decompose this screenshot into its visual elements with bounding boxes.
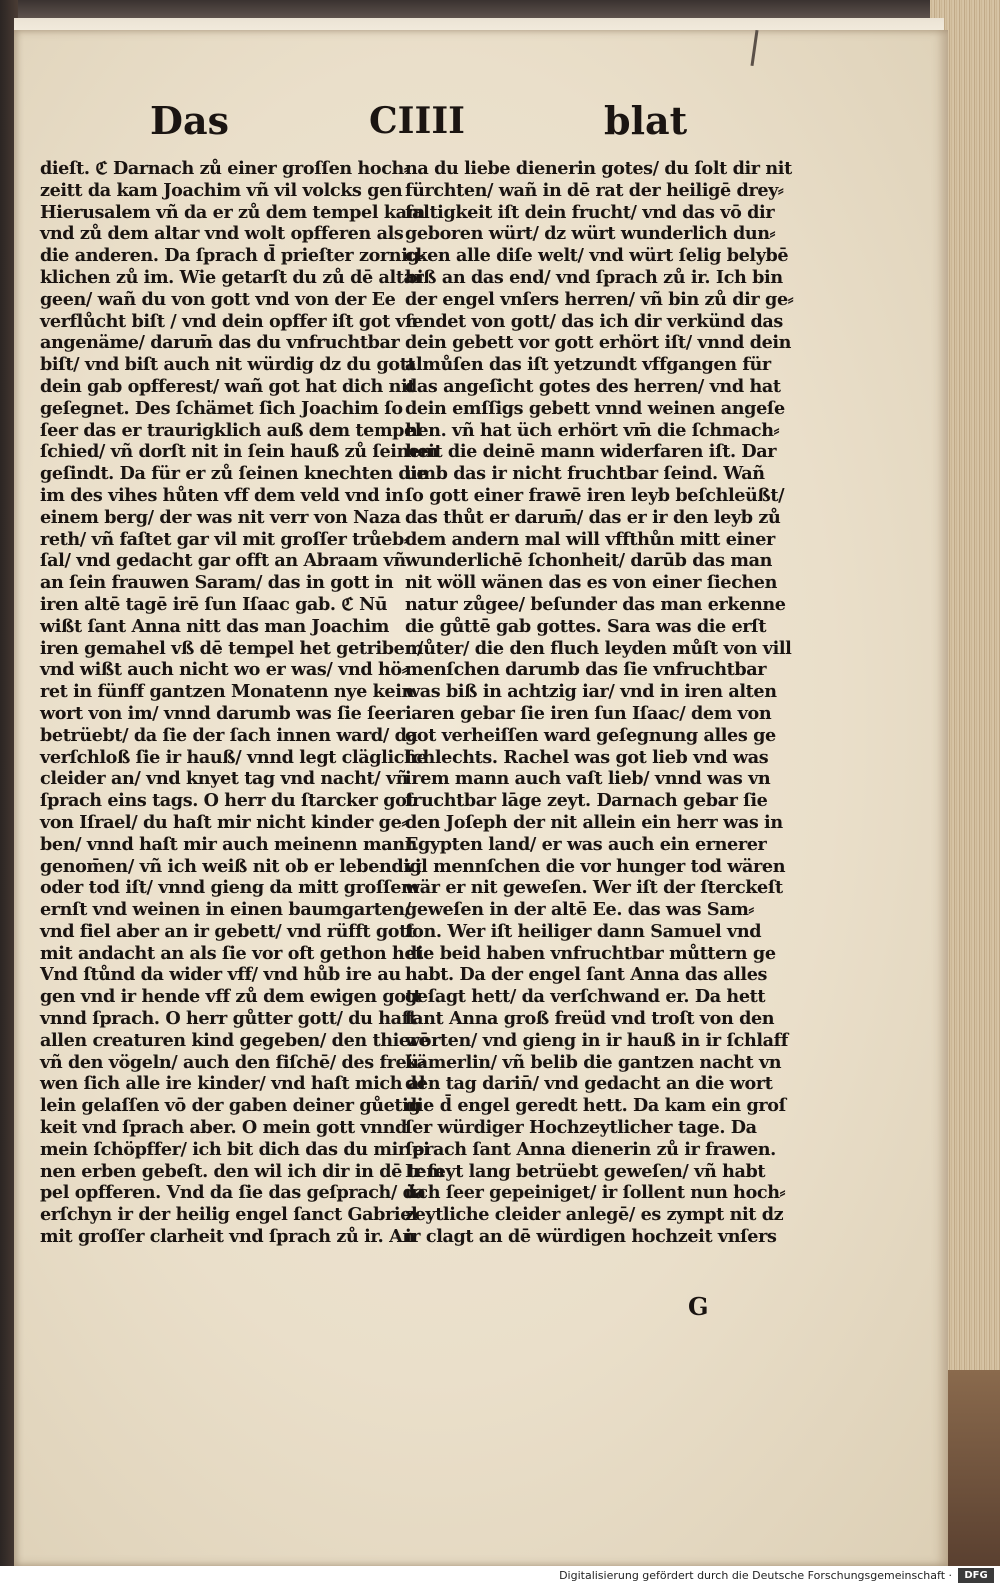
text-line: die anderen. Da ſprach d̄ prieſter zornig⸗ [40,245,425,267]
text-line: geweſen in der altē Ee. das was Sam⸗ [405,899,754,921]
text-line: angenäme/ darum̄ das du vnfruchtbar [40,332,400,354]
signature-mark: G [688,1292,709,1321]
text-line: klichen zů im. Wie getarſt du zů dē altar [40,266,424,288]
text-line: kämerlin/ vñ belib die gantzen nacht vn [405,1051,782,1073]
text-line: das angeſicht gotes des herren/ vnd hat [405,375,781,397]
text-line: lein gelaſſen vō der gaben deiner gůetig [40,1095,421,1117]
text-line: cken alle diſe welt/ vnd würt ſelig belybē [405,245,789,267]
text-line: na du liebe dienerin gotes/ du ſolt dir nit [405,158,792,179]
text-line: geſindt. Da für er zů ſeinen knechten die [40,463,428,485]
text-line: einem berg/ der was nit verr von Naza [40,506,401,528]
text-line: vñ den vögeln/ auch den fiſchē/ des freü⸗ [40,1051,425,1073]
text-line: cleider an/ vnd knyet tag vnd nacht/ vñ [40,768,409,790]
text-line: die gůttē gab gottes. Sara was die erſt [405,615,767,637]
text-line: wunderlichē ſchonheit/ darūb das man [405,550,772,572]
text-line: Ir ſeyt lang betrüebt geweſen/ vñ habt [405,1160,766,1182]
text-line: pel opfferen. Vnd da ſie das geſprach/ da [40,1182,426,1204]
text-line: ſant Anna groß freüd vnd troſt von den [405,1008,775,1030]
text-line: biß an das end/ vnd ſprach zů ir. Ich bin [405,266,783,288]
text-line: keit vnd ſprach aber. O mein gott vnnd [40,1117,407,1139]
text-line: iren altē tagē irē ſun Iſaac gab. ℭ Nū [40,593,388,615]
text-line: gen vnd ir hende vff zů dem ewigen gott [40,986,422,1008]
text-line: geen/ wañ du von gott vnd von der Ee [40,288,396,310]
text-line: die beid haben vnfruchtbar můttern ge [405,942,776,964]
text-line: der engel vnſers herren/ vñ bin zů dir ge⸗ [405,288,794,310]
text-line: ſprach ſant Anna dienerin zů ir frawen. [405,1138,776,1160]
text-line: ſon. Wer iſt heiliger dann Samuel vnd [405,920,762,942]
text-line: verflůcht biſt / vnd dein opffer iſt got vn [40,310,418,332]
text-line: den tag darin̄/ vnd gedacht an die wort [405,1073,773,1095]
header-left-word: Das [150,98,229,143]
text-line: im des vihes hůten vff dem veld vnd in [40,484,404,506]
text-line: almůſen das iſt yetzundt vffgangen für [405,354,771,376]
text-line: iren gemahel vß dē tempel het getriben/ [40,637,423,659]
text-line: ret in fünff gantzen Monatenn nye kein [40,681,414,703]
text-line: wort von im/ vnnd darumb was ſie ſeer [40,702,405,724]
text-line: die d̄ engel geredt hett. Da kam ein groſ [405,1095,786,1117]
text-line: ſendet von gott/ das ich dir verkünd das [405,310,783,332]
text-line: ſo gott einer frawē iren leyb beſchleüßt/ [405,484,785,506]
folio-number: CIIII [369,100,466,142]
text-line: vnd zů dem altar vnd wolt opfferen als [40,223,404,245]
text-line: das thůt er darum̄/ das er ir den leyb zů [405,506,781,528]
text-line: ſal/ vnd gedacht gar offt an Abraam vñ [40,550,406,572]
text-line: vnnd ſprach. O herr gůtter gott/ du haſt [40,1008,417,1030]
text-line: heit die deinē mann widerfaren iſt. Dar [405,441,777,463]
text-line: nit wöll wänen das es von einer ſiechen [405,572,777,594]
text-line: ir clagt an dē würdigen hochzeit vnſers [405,1226,777,1248]
text-line: allen creaturen kind gegeben/ den thierē [40,1029,430,1051]
text-line: mit groſſer clarheit vnd ſprach zů ir. An [40,1226,415,1248]
text-line: den Joſeph der nit allein ein herr was in [405,811,783,833]
text-line: erſchyn ir der heilig engel ſanct Gabriel [40,1204,418,1226]
text-line: wär er nit geweſen. Wer iſt der ſterckeſt [405,877,783,899]
text-line: vnd wißt auch nicht wo er was/ vnd hö⸗ [40,659,408,681]
text-line: reth/ vñ faſtet gar vil mit groſſer trůeb⸗ [40,528,410,550]
text-column-left [40,158,445,1248]
text-line: betrüebt/ da ſie der ſach innen ward/ da [40,724,418,746]
text-line: was biß in achtzig iar/ vnd in iren alten [405,681,777,703]
text-line: von Iſrael/ du haſt mir nicht kinder ge⸗ [40,811,407,833]
text-line: genom̄en/ vñ ich weiß nit ob er lebendig [40,855,422,877]
text-line: fürchten/ wañ in dē rat der heiligē drey⸗ [405,179,784,201]
text-line: můter/ die den fluch leyden můſt von vill [405,637,792,659]
text-line: geſegnet. Des ſchämet ſich Joachim ſo [40,397,403,419]
text-line: wen ſich alle ire kinder/ vnd haſt mich al [40,1073,426,1095]
header-right-word: blat [604,98,688,143]
text-line: geboren würt/ dz würt wunderlich dun⸗ [405,223,776,245]
text-line: got verheiſſen ward geſegnung alles ge [405,724,776,746]
text-line: ernſt vnd weinen in einen baumgarten/ [40,899,411,921]
text-line: iaren gebar ſie iren ſun Iſaac/ dem von [405,702,772,724]
page-header [14,98,948,148]
text-line: habt. Da der engel ſant Anna das alles [405,964,768,986]
text-line: dieſt. ℭ Darnach zů einer groſſen hoch⸗ [40,158,410,179]
text-line: nen erben gebeſt. den wil ich dir in dē tem [40,1160,445,1182]
text-line: menſchen darumb das ſie vnfruchtbar [405,659,767,681]
dfg-logo: DFG [958,1568,994,1583]
text-line: zeitt da kam Joachim vñ vil volcks gen [40,179,403,201]
text-line: Vnd ſtůnd da wider vff/ vnd hůb ire au [40,964,401,986]
text-line: biſt/ vnd biſt auch nit würdig dz du gott [40,354,416,376]
text-line: ſchlechts. Rachel was got lieb vnd was [405,746,769,768]
text-line: mein ſchöpffer/ ich bit dich das du mir ei [40,1138,430,1160]
text-line: wißt ſant Anna nitt das man Joachim [40,615,390,637]
text-line: üch ſeer gepeiniget/ ir ſollent nun hoch⸗ [405,1182,786,1204]
text-line: dem andern mal will vffthůn mitt einer [405,528,775,550]
text-line: fruchtbar lāge zeyt. Darnach gebar ſie [405,790,768,812]
text-line: oder tod iſt/ vnnd gieng da mitt groſſem [40,877,420,899]
text-line: dein emſſigs gebett vnnd weinen angeſe [405,397,785,419]
text-line: geſagt hett/ da verſchwand er. Da hett [405,986,766,1008]
text-line: ben/ vnnd haſt mir auch meinenn mann [40,833,417,855]
text-line: mit andacht an als ſie vor oft gethon het [40,942,423,964]
text-line: dein gab opfferest/ wañ got hat dich nit [40,375,416,397]
text-line: Egypten land/ er was auch ein ernerer [405,833,767,855]
text-line: ſeer das er traurigklich auß dem tempel [40,419,422,441]
text-line: ſer würdiger Hochzeytlicher tage. Da [405,1117,757,1139]
text-line: ſprach eins tags. O herr du ſtarcker got [40,790,415,812]
text-line: hen. vñ hat üch erhört vm̄ die ſchmach⸗ [405,419,780,441]
text-line: ſchied/ vñ dorſt nit in ſein hauß zů ſeinem [40,441,438,463]
text-line: faltigkeit iſt dein frucht/ vnd das vō dir [405,201,775,223]
funding-credit: Digitalisierung gefördert durch die Deutsche Forschungsgemeinschaft · [559,1569,952,1582]
text-line: Hierusalem vñ da er zů dem tempel kam [40,201,425,223]
text-line: verſchloß ſie ir hauß/ vnnd legt clägliche [40,746,428,768]
text-line: irem mann auch vaſt lieb/ vnnd was vn [405,768,771,790]
text-line: umb das ir nicht fruchtbar ſeind. Wañ [405,463,765,485]
text-column-right [405,158,794,1248]
footer-bar [0,1566,1000,1586]
text-line: an ſein frauwen Saram/ das in gott in [40,572,394,594]
text-line: natur zůgee/ beſunder das man erkenne [405,593,786,615]
text-line: vnd fiel aber an ir gebett/ vnd rüfft gott [40,920,415,942]
text-line: worten/ vnd gieng in ir hauß in ir ſchlaff [405,1029,788,1051]
text-line: dein gebett vor gott erhört iſt/ vnnd dein [405,332,792,354]
text-line: vil mennſchen die vor hunger tod wären [405,855,786,877]
text-line: zeytliche cleider anlegē/ es zympt nit dz [405,1204,784,1226]
